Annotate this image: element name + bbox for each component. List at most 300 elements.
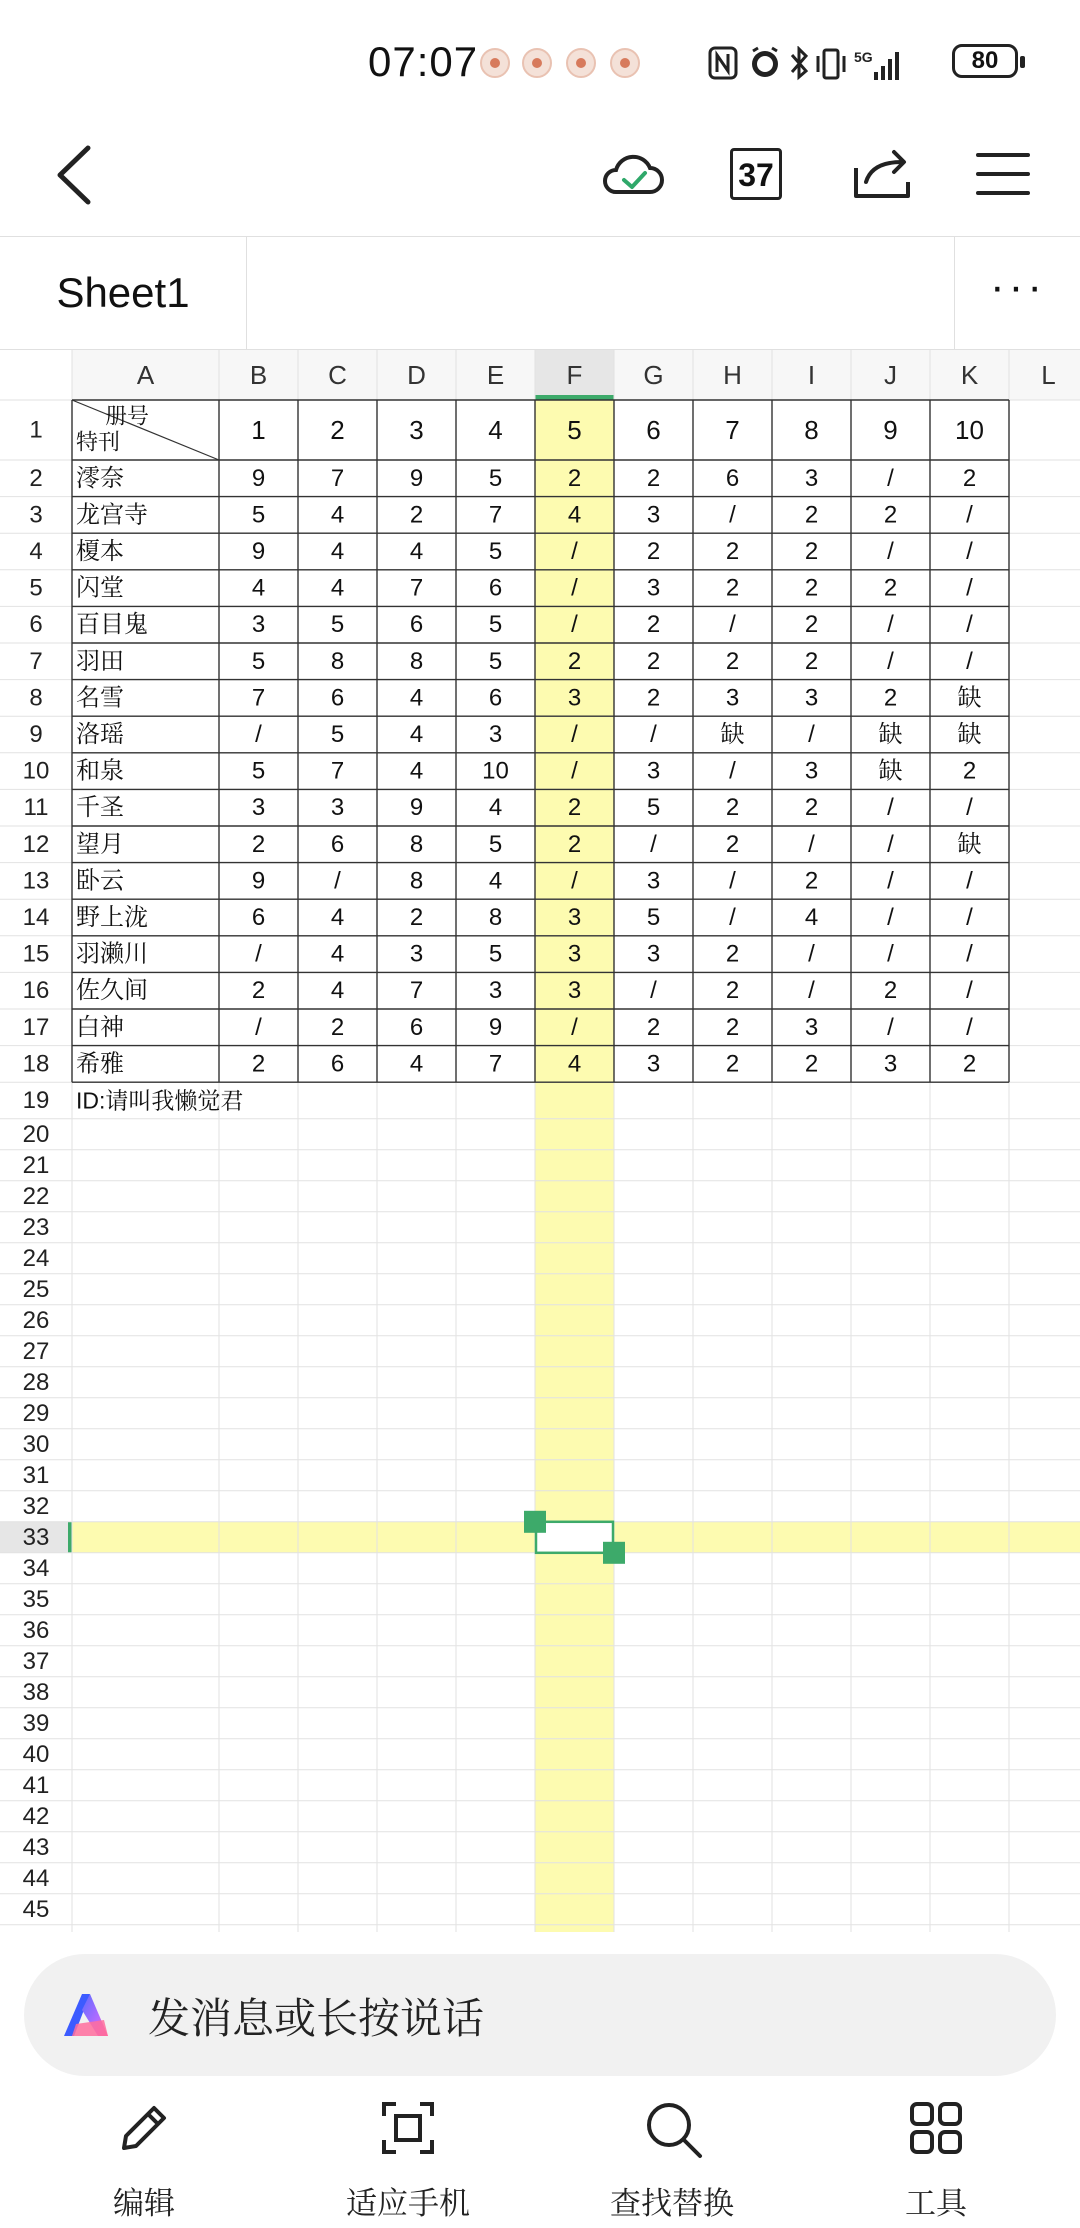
data-cell: 10: [482, 757, 509, 785]
row-header-7: 7: [29, 647, 43, 675]
row-header-36: 36: [22, 1616, 50, 1644]
name-cell: 希雅: [76, 1050, 124, 1078]
data-cell: 5: [488, 647, 503, 675]
row-header-35: 35: [22, 1585, 50, 1613]
data-cell: /: [966, 904, 973, 931]
column-header-a: A: [136, 360, 155, 390]
data-cell: /: [808, 721, 815, 748]
data-cell: 2: [646, 464, 661, 492]
name-cell: 望月: [76, 830, 124, 858]
data-cell: /: [571, 538, 578, 565]
message-input-placeholder[interactable]: 发消息或长按说话: [148, 1995, 485, 2042]
data-cell: 7: [488, 501, 503, 529]
row-header-8: 8: [29, 684, 43, 712]
data-cell: 缺: [957, 721, 982, 748]
data-cell: 9: [488, 1013, 503, 1041]
data-cell: 2: [646, 684, 661, 712]
data-cell: 3: [488, 977, 503, 1005]
row-header-23: 23: [22, 1213, 50, 1241]
data-cell: 2: [725, 1013, 740, 1041]
row-header-19: 19: [22, 1087, 50, 1114]
search-icon: [644, 2100, 704, 2160]
name-cell: 佐久间: [76, 977, 148, 1005]
row-header-38: 38: [22, 1678, 50, 1706]
header-row-cell: 4: [488, 415, 503, 445]
row-header-41: 41: [22, 1771, 50, 1799]
tools-grid-icon: [908, 2100, 964, 2156]
data-cell: 4: [567, 501, 582, 529]
data-cell: 4: [409, 538, 424, 565]
data-cell: 2: [409, 501, 424, 529]
data-cell: 2: [725, 940, 740, 968]
data-cell: 6: [409, 1013, 424, 1041]
data-cell: /: [887, 647, 894, 675]
edit-button[interactable]: [44, 2090, 244, 2220]
row-header-22: 22: [22, 1182, 50, 1210]
data-cell: 7: [251, 684, 266, 712]
edit-label: 编辑: [113, 2186, 175, 2221]
notification-icon: [522, 48, 552, 78]
data-cell: 2: [804, 574, 819, 602]
data-cell: 7: [488, 1050, 503, 1078]
data-cell: 2: [804, 501, 819, 529]
vibrate-icon: [818, 50, 844, 78]
header-row-cell: 6: [646, 415, 661, 445]
data-cell: 4: [330, 904, 345, 931]
row-header-10: 10: [22, 757, 50, 785]
name-cell: 名雪: [76, 684, 124, 712]
spreadsheet-grid[interactable]: [0, 350, 1080, 1932]
data-cell: 8: [409, 867, 424, 895]
data-cell: /: [729, 867, 736, 895]
data-cell: 5: [251, 647, 266, 675]
data-cell: 2: [804, 794, 819, 822]
data-cell: /: [887, 794, 894, 822]
sheet-tab-sheet1[interactable]: Sheet1: [0, 237, 247, 349]
back-arrow-icon[interactable]: [48, 140, 108, 210]
row-header-9: 9: [29, 721, 43, 748]
name-cell: 百目鬼: [76, 611, 148, 639]
data-cell: 2: [567, 830, 582, 858]
data-cell: 5: [251, 757, 266, 785]
data-cell: 2: [883, 977, 898, 1005]
header-row-cell: 2: [330, 415, 345, 445]
name-cell: 卧云: [76, 867, 124, 895]
data-cell: /: [571, 1013, 578, 1041]
data-cell: 2: [725, 647, 740, 675]
data-cell: 3: [646, 574, 661, 602]
header-cell-bottom: 特刊: [76, 429, 121, 455]
data-cell: 2: [251, 977, 266, 1005]
name-cell: 白神: [76, 1013, 124, 1041]
data-cell: 3: [646, 867, 661, 895]
data-cell: 6: [725, 464, 740, 492]
data-cell: 2: [804, 647, 819, 675]
data-cell: 7: [409, 574, 424, 602]
row-header-13: 13: [22, 867, 50, 895]
selected-column-indicator: [535, 395, 614, 400]
row-header-14: 14: [22, 904, 50, 931]
data-cell: /: [966, 647, 973, 675]
cloud-synced-icon[interactable]: [600, 142, 666, 208]
name-cell: 野上泷: [76, 904, 148, 931]
data-cell: 2: [567, 794, 582, 822]
data-cell: 2: [251, 830, 266, 858]
data-cell: 3: [804, 464, 819, 492]
column-header-j: J: [884, 360, 897, 390]
data-cell: 2: [725, 574, 740, 602]
data-cell: 5: [488, 464, 503, 492]
name-cell: 澪奈: [76, 464, 124, 492]
data-cell: /: [729, 611, 736, 639]
data-cell: /: [808, 940, 815, 968]
data-cell: 2: [725, 794, 740, 822]
row-header-3: 3: [29, 501, 43, 529]
row-header-45: 45: [22, 1895, 50, 1923]
data-cell: 3: [251, 794, 266, 822]
data-cell: /: [887, 867, 894, 895]
row-header-11: 11: [23, 794, 49, 822]
network-type: 5G: [854, 49, 873, 65]
data-cell: 2: [962, 757, 977, 785]
more-options-button[interactable]: ···: [954, 237, 1080, 349]
header-cell-top: 册号: [104, 403, 150, 429]
data-cell: 5: [251, 501, 266, 529]
data-cell: /: [887, 904, 894, 931]
data-cell: 缺: [878, 721, 903, 748]
data-cell: 2: [725, 830, 740, 858]
header-row-cell: 10: [955, 415, 984, 445]
fit-phone-button[interactable]: [308, 2090, 508, 2220]
row-header-1: 1: [29, 416, 43, 444]
assistant-logo-icon: [60, 1990, 120, 2040]
data-cell: /: [966, 1013, 973, 1041]
row-header-39: 39: [22, 1709, 50, 1737]
row-header-16: 16: [22, 977, 50, 1005]
data-cell: /: [650, 721, 657, 748]
data-cell: 4: [330, 574, 345, 602]
data-cell: 3: [409, 940, 424, 968]
data-cell: /: [887, 611, 894, 639]
data-cell: /: [808, 830, 815, 858]
data-cell: /: [966, 940, 973, 968]
column-header-e: E: [486, 360, 505, 390]
row-header-6: 6: [29, 611, 43, 639]
column-header-g: G: [643, 360, 664, 390]
battery-indicator: 80: [952, 44, 1018, 78]
data-cell: 3: [725, 684, 740, 712]
selected-cell[interactable]: [536, 1522, 613, 1553]
data-cell: 缺: [720, 721, 745, 748]
row-header-5: 5: [29, 574, 43, 602]
data-cell: 3: [567, 684, 582, 712]
row-header-25: 25: [22, 1275, 50, 1303]
data-cell: /: [887, 1013, 894, 1041]
data-cell: 2: [883, 684, 898, 712]
header-row-cell: 7: [725, 415, 740, 445]
data-cell: /: [571, 721, 578, 748]
data-cell: 2: [804, 867, 819, 895]
row-header-43: 43: [22, 1833, 50, 1861]
data-cell: 7: [330, 464, 345, 492]
signal-icon: [874, 52, 899, 80]
column-header-c: C: [328, 360, 347, 390]
data-cell: 2: [804, 1050, 819, 1078]
data-cell: /: [650, 830, 657, 858]
name-cell: 羽田: [76, 647, 124, 675]
data-cell: 2: [646, 611, 661, 639]
data-cell: 缺: [878, 757, 903, 785]
calendar-icon[interactable]: 37: [730, 148, 782, 200]
data-cell: 5: [330, 721, 345, 748]
data-cell: 6: [488, 574, 503, 602]
data-cell: 2: [567, 647, 582, 675]
notification-icon: [610, 48, 640, 78]
data-cell: 3: [646, 940, 661, 968]
column-header-b: B: [249, 360, 268, 390]
data-cell: /: [887, 464, 894, 492]
data-cell: /: [966, 501, 973, 529]
data-cell: 2: [725, 977, 740, 1005]
data-cell: 6: [330, 684, 345, 712]
data-cell: /: [887, 940, 894, 968]
data-cell: 2: [251, 1050, 266, 1078]
data-cell: 4: [567, 1050, 582, 1078]
data-cell: 5: [646, 904, 661, 931]
sheet-tab-bar: [0, 236, 1080, 350]
data-cell: /: [255, 1013, 262, 1041]
data-cell: 2: [962, 464, 977, 492]
row-header-21: 21: [22, 1151, 50, 1179]
status-time: 07:07: [368, 38, 479, 85]
data-cell: 9: [251, 538, 266, 565]
data-cell: /: [255, 721, 262, 748]
data-cell: 7: [330, 757, 345, 785]
data-cell: 6: [251, 904, 266, 931]
data-cell: 8: [409, 647, 424, 675]
data-cell: 2: [567, 464, 582, 492]
data-cell: 3: [646, 501, 661, 529]
data-cell: 3: [567, 940, 582, 968]
data-cell: 9: [251, 867, 266, 895]
data-cell: 2: [725, 1050, 740, 1078]
tools-button[interactable]: [836, 2090, 1036, 2220]
name-cell: 榎本: [76, 538, 124, 565]
data-cell: /: [571, 757, 578, 785]
notification-icon: [566, 48, 596, 78]
column-header-d: D: [407, 360, 426, 390]
header-row-cell: 1: [251, 415, 266, 445]
row-header-31: 31: [22, 1461, 50, 1489]
row-header-2: 2: [29, 464, 43, 492]
header-row-cell: 8: [804, 415, 819, 445]
selection-handle-top-left[interactable]: [524, 1511, 546, 1533]
row-header-42: 42: [22, 1802, 50, 1830]
row-header-18: 18: [22, 1050, 50, 1078]
name-cell: 和泉: [76, 757, 124, 785]
data-cell: 3: [883, 1050, 898, 1078]
data-cell: 2: [883, 574, 898, 602]
data-cell: 5: [488, 940, 503, 968]
grid-canvas[interactable]: [0, 350, 1080, 1932]
note-cell: ID:请叫我懒觉君: [76, 1087, 244, 1114]
data-cell: 8: [488, 904, 503, 931]
data-cell: /: [571, 611, 578, 639]
data-cell: 5: [646, 794, 661, 822]
selected-row-indicator: [68, 1522, 72, 1553]
data-cell: 8: [409, 830, 424, 858]
data-cell: 6: [409, 611, 424, 639]
data-cell: 3: [251, 611, 266, 639]
data-cell: 9: [251, 464, 266, 492]
data-cell: 4: [409, 684, 424, 712]
data-cell: 6: [330, 1050, 345, 1078]
column-header-f: F: [566, 360, 583, 390]
data-cell: /: [808, 977, 815, 1005]
notification-icon: [480, 48, 510, 78]
data-cell: 3: [330, 794, 345, 822]
row-header-33: 33: [22, 1523, 50, 1551]
data-cell: 2: [409, 904, 424, 931]
data-cell: /: [887, 830, 894, 858]
row-header-17: 17: [22, 1013, 50, 1041]
data-cell: /: [571, 574, 578, 602]
data-cell: 2: [330, 1013, 345, 1041]
data-cell: /: [571, 867, 578, 895]
row-header-20: 20: [22, 1120, 50, 1148]
name-cell: 羽濑川: [76, 940, 148, 968]
row-header-12: 12: [22, 830, 50, 858]
data-cell: 7: [409, 977, 424, 1005]
pencil-icon: [116, 2100, 172, 2156]
data-cell: 2: [646, 538, 661, 565]
data-cell: 2: [646, 647, 661, 675]
data-cell: /: [966, 977, 973, 1005]
data-cell: 6: [488, 684, 503, 712]
find-replace-button[interactable]: [572, 2090, 772, 2220]
data-cell: /: [729, 757, 736, 785]
row-header-28: 28: [22, 1368, 50, 1396]
row-header-27: 27: [22, 1337, 50, 1365]
data-cell: 3: [804, 757, 819, 785]
data-cell: 5: [488, 538, 503, 565]
header-row-cell: 5: [567, 415, 582, 445]
data-cell: 缺: [957, 830, 982, 858]
bluetooth-icon: [792, 49, 806, 77]
name-cell: 闪堂: [76, 574, 124, 602]
data-cell: 4: [804, 904, 819, 931]
data-cell: /: [729, 904, 736, 931]
name-cell: 千圣: [76, 794, 124, 822]
data-cell: /: [255, 940, 262, 968]
data-cell: 8: [330, 647, 345, 675]
data-cell: 3: [567, 904, 582, 931]
data-cell: 3: [646, 1050, 661, 1078]
column-header-h: H: [723, 360, 742, 390]
row-header-32: 32: [22, 1492, 50, 1520]
row-header-40: 40: [22, 1740, 50, 1768]
data-cell: /: [966, 611, 973, 639]
row-header-34: 34: [22, 1554, 50, 1582]
row-header-4: 4: [29, 538, 43, 565]
row-header-29: 29: [22, 1399, 50, 1427]
data-cell: 4: [330, 977, 345, 1005]
fit-phone-label: 适应手机: [346, 2186, 470, 2221]
data-cell: 5: [488, 611, 503, 639]
column-header-l: L: [1041, 360, 1056, 390]
data-cell: /: [887, 538, 894, 565]
status-bar: [0, 0, 1080, 120]
column-header-k: K: [960, 360, 979, 390]
tools-label: 工具: [905, 2186, 967, 2221]
data-cell: 4: [330, 501, 345, 529]
data-cell: 6: [330, 830, 345, 858]
data-cell: 4: [488, 794, 503, 822]
data-cell: /: [966, 574, 973, 602]
data-cell: /: [334, 867, 341, 895]
message-input-bar[interactable]: [24, 1954, 1056, 2076]
data-cell: /: [650, 977, 657, 1005]
data-cell: 9: [409, 794, 424, 822]
data-cell: 2: [646, 1013, 661, 1041]
header-row-cell: 3: [409, 415, 424, 445]
data-cell: 3: [567, 977, 582, 1005]
data-cell: 2: [804, 611, 819, 639]
data-cell: 缺: [957, 684, 982, 712]
data-cell: 3: [488, 721, 503, 748]
data-cell: 5: [330, 611, 345, 639]
data-cell: /: [966, 867, 973, 895]
data-cell: 9: [409, 464, 424, 492]
row-header-37: 37: [22, 1647, 50, 1675]
row-header-24: 24: [22, 1244, 50, 1272]
data-cell: 4: [409, 757, 424, 785]
data-cell: /: [729, 501, 736, 529]
selection-handle-bottom-right[interactable]: [603, 1542, 625, 1564]
row-header-15: 15: [22, 940, 50, 968]
data-cell: 4: [330, 538, 345, 565]
data-cell: 4: [409, 1050, 424, 1078]
find-replace-label: 查找替换: [610, 2186, 734, 2221]
row-header-26: 26: [22, 1306, 50, 1334]
data-cell: 2: [962, 1050, 977, 1078]
status-icons: [708, 46, 908, 82]
row-header-44: 44: [22, 1864, 50, 1892]
data-cell: 4: [330, 940, 345, 968]
column-header-i: I: [807, 360, 816, 390]
data-cell: 4: [488, 867, 503, 895]
name-cell: 洛瑶: [76, 721, 124, 748]
data-cell: 5: [488, 830, 503, 858]
alarm-icon: [752, 48, 778, 77]
data-cell: 3: [646, 757, 661, 785]
data-cell: 2: [804, 538, 819, 565]
menu-icon[interactable]: [976, 150, 1032, 198]
data-cell: 4: [251, 574, 266, 602]
data-cell: 2: [725, 538, 740, 565]
data-cell: /: [966, 538, 973, 565]
share-icon[interactable]: [850, 146, 914, 202]
header-row-cell: 9: [883, 415, 898, 445]
data-cell: 4: [409, 721, 424, 748]
nfc-icon: [710, 48, 736, 78]
fit-screen-icon: [380, 2100, 436, 2156]
data-cell: /: [966, 794, 973, 822]
data-cell: 3: [804, 684, 819, 712]
data-cell: 3: [804, 1013, 819, 1041]
data-cell: 2: [883, 501, 898, 529]
name-cell: 龙宫寺: [76, 501, 148, 529]
